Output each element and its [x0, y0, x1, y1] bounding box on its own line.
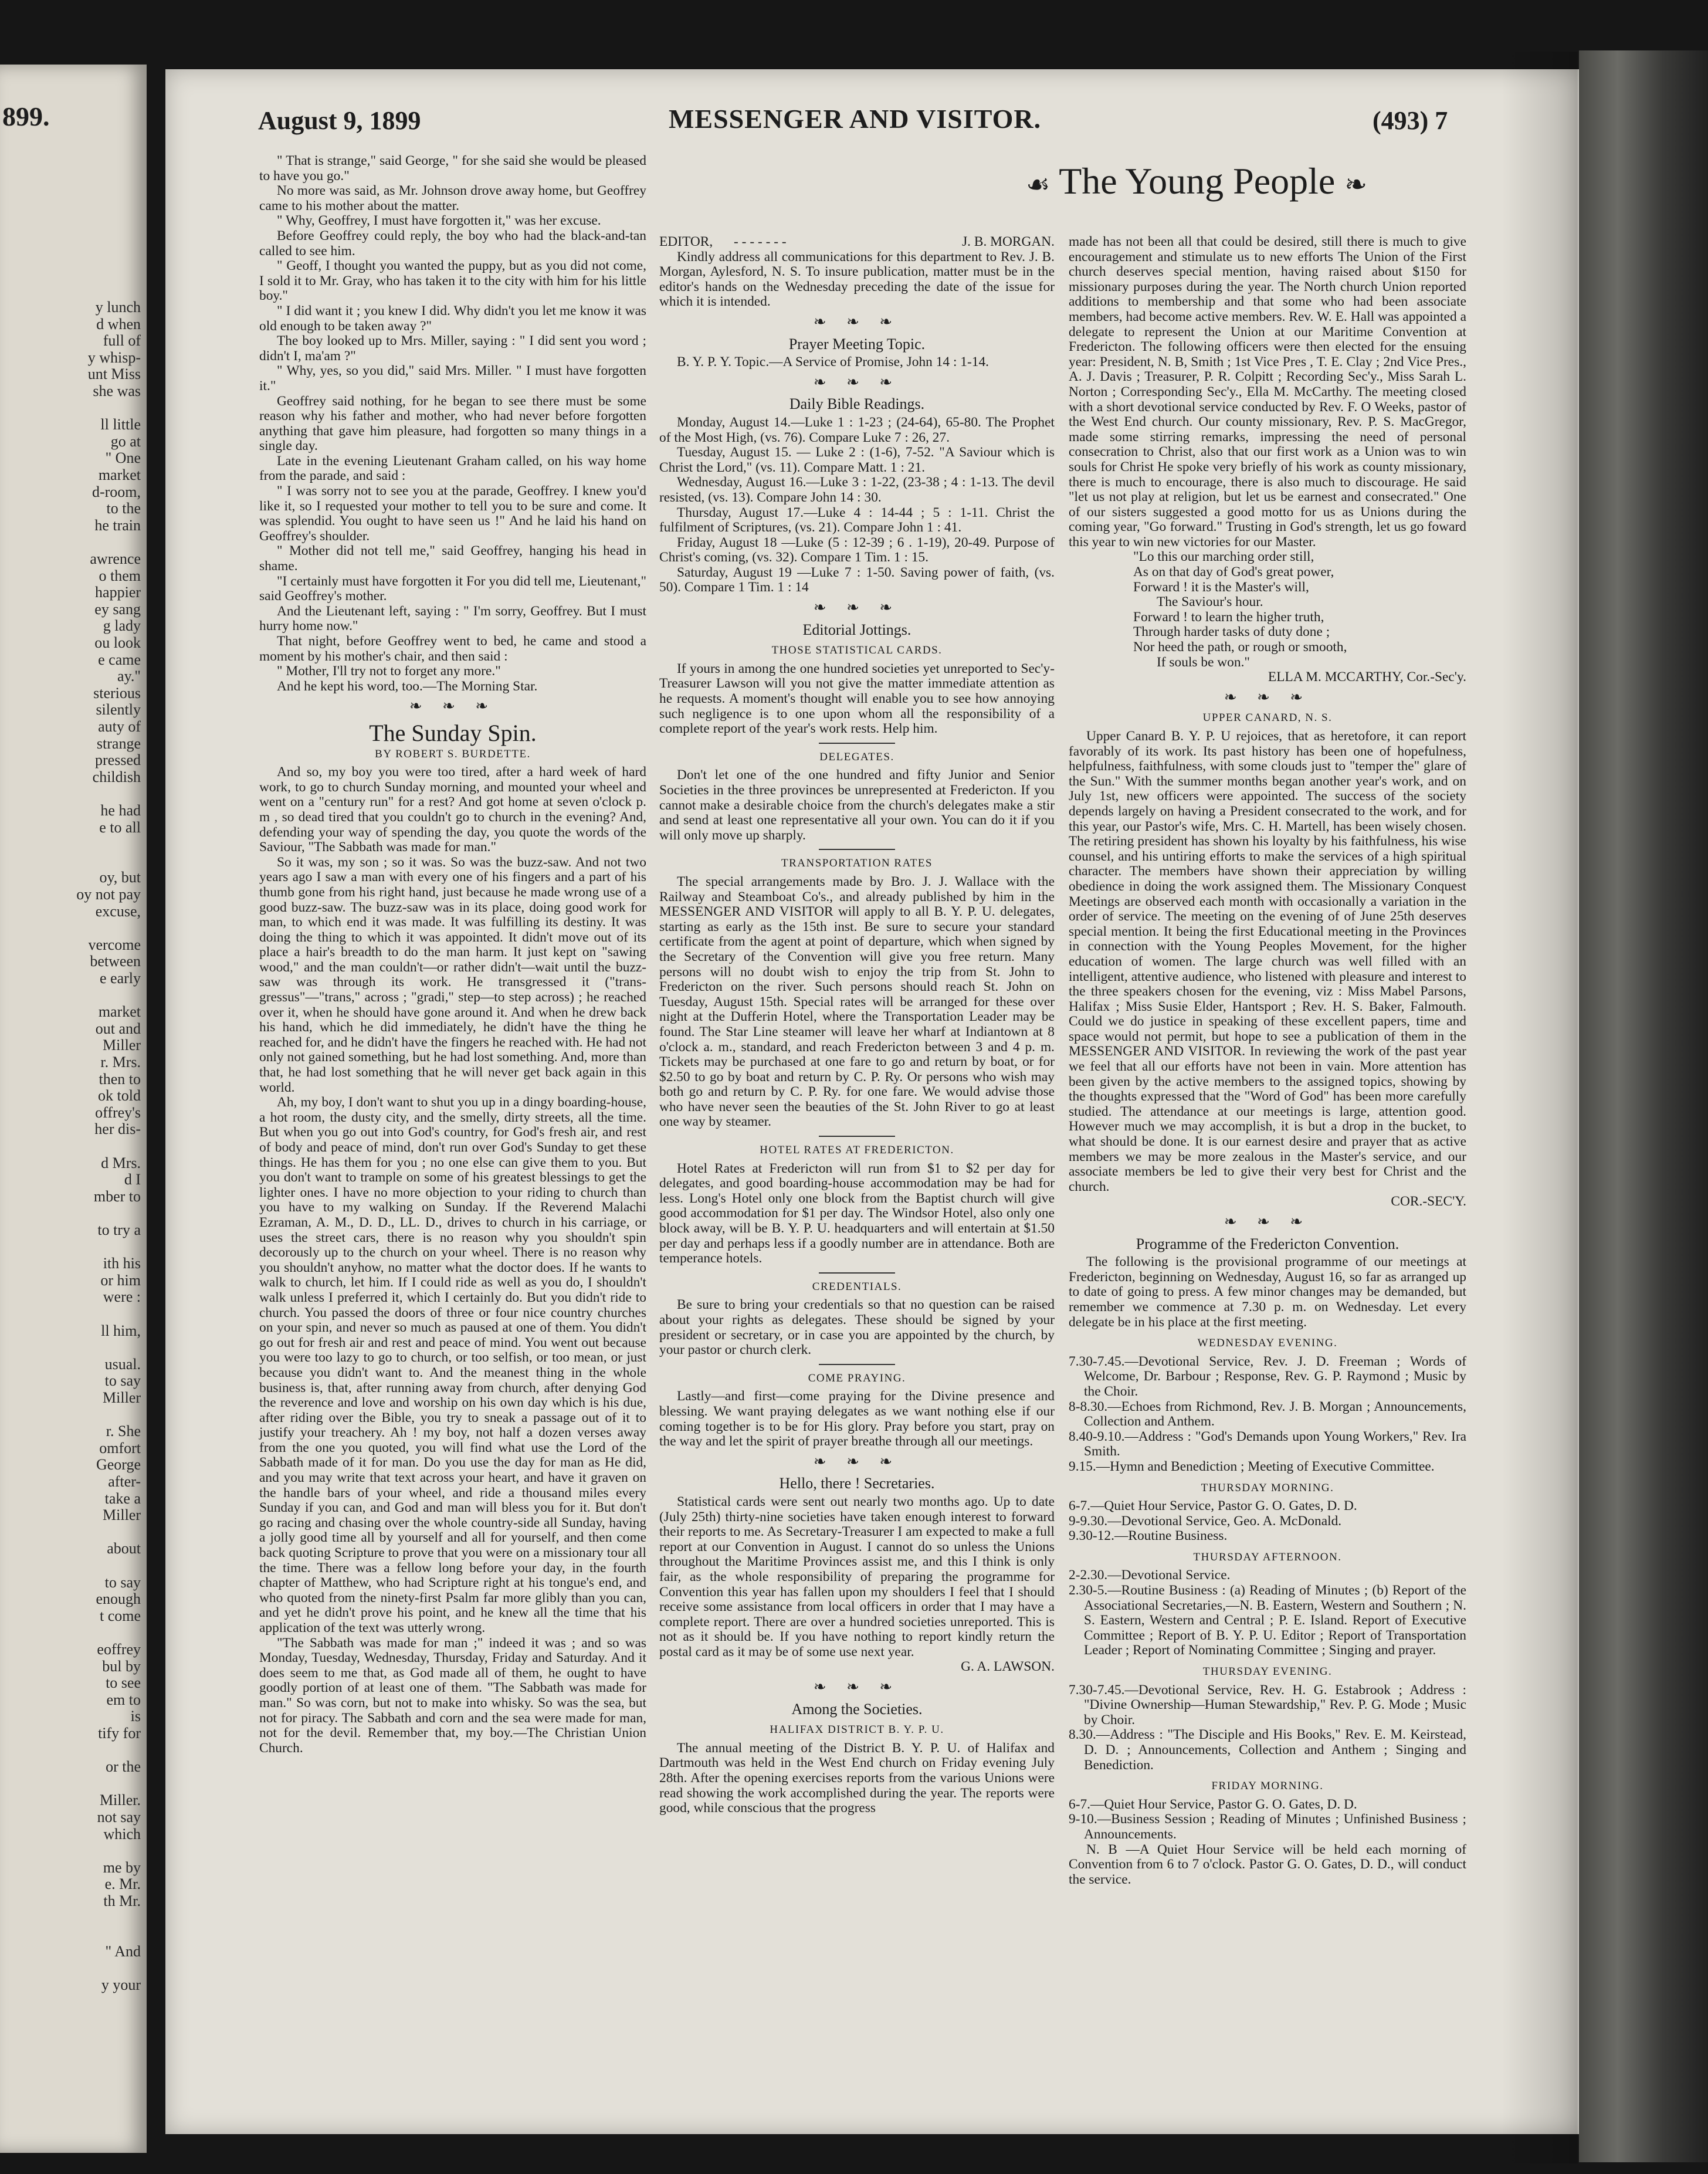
ornament-divider: ❧ ❧ ❧ [813, 1678, 901, 1696]
editor-label: EDITOR, [659, 234, 713, 249]
wednesday-evening-heading: WEDNESDAY EVENING. [1197, 1337, 1338, 1350]
canard-subheading: UPPER CANARD, N. S. [1202, 712, 1333, 724]
previous-page-fragment: e to all [99, 818, 141, 836]
canard-signature: COR.-SEC'Y. [1391, 1194, 1466, 1210]
previous-page-fragment: oy, but [99, 869, 141, 886]
previous-page-fragment: ok told [98, 1087, 141, 1105]
previous-page-fragment: d when [96, 315, 141, 333]
hymn-verse [1069, 550, 1466, 670]
credentials-subheading: CREDENTIALS. [812, 1280, 902, 1293]
article-paragraph: Ah, my boy, I don't want to shut you up in a dingy boarding-house, a hot room, the dusty city, and the smelly, dirty streets, all the time. But when you go out into God's country, for God's fresh air, and rest of body and peace of mind, don't run over God's Sunday to get these things. He has them for you ; no one else can give them to you. But you don't want to trample on some of his greatest blessings to get the lighter ones. I have no more objection to your riding to church than you have to my walking on Sunday. If the Reverend Malachi Ezraman, A. M., D. D., LL. D., drives to church in his carriage, or uses the street cars, there is no reason why you shouldn't spin decorously up to the church on your wheel. There is no reason why you shouldn't anyhow, no matter what the doctor does. If he wants to walk to church, let him. If I could ride as well as you do, I shouldn't walk unless I preferred it, which I certainly do. But you didn't ride to church. You passed the doors of three or four nice country churches on your spin, and never so much as paused at one of them. You didn't go out for fresh air and rest and peace of mind. You went out because you were too lazy to go to church, or too selfish, or too mean, or just because you didn't want to. And the meanest thing in the whole business is, that, after running away from church, after denying God the reverence and love and worship on his own day which is his due, after riding over the Bible, you try to sneak a passage out of it to justify your treachery. Ah ! my boy, not half a dozen verses away from the one you quoted, you will find what use the Lord of the Sabbath made of it for man. Do you use the day for man as He did, and you may write that text across your heart, and have it graven on the handle bars of your wheel, and ride a thousand miles every Sunday if you can, and God and man will bless you for it. But don't go racing and chasing over the whole country-side all Sunday, having a jolly good time all by yourself and all for yourself, and then come back quoting Scripture to prove that you were on a missionary tour all the time. There was a fellow long before your day, in the fourth chapter of Matthew, who had Scripture right at his tongue's end, and who quoted from the ninety-first Psalm far more glibly than you can, and yet he didn't prove his point, and he knew all the time that his application of the text was utterly wrong. [259, 1095, 646, 1635]
previous-page-fragment: take a [104, 1489, 141, 1507]
article-paragraph: And so, my boy you were too tired, after a hard week of hard work, to go to church Sunday morning, and mounted your wheel and went on a "century run" for a rest? And got home at seven o'clock p. m , so dead tired that you couldn't go to church in the evening? And, defending your way of spending the day, you quote the words of the Saviour, "The Sabbath was made for man." [259, 764, 646, 855]
programme-item: 8.30.—Address : "The Disciple and His Books," Rev. E. M. Keirstead, D. D. ; Announcements, Collection and Anthem ; Singing and Benediction. [1069, 1727, 1466, 1773]
story-paragraph: "I certainly must have forgotten it For you did tell me, Lieutenant," said Geoffrey's mother. [259, 573, 646, 604]
article-title: The Sunday Spin. [369, 719, 537, 746]
story-paragraph: " Mother, I'll try not to forget any more." [277, 663, 501, 679]
hotel-text: Hotel Rates at Fredericton will run from $1 to $2 per day for delegates, and good boarding-house accommodation may be had for less. Long's Hotel only one block from the Baptist church will give good accommodation for $1 per day. The Windsor Hotel, also only one block away, will be B. Y. P. U. headquarters and will entertain at $1.50 per day and perhaps less if a goodly number are in attendance. Both are temperance hotels. [659, 1160, 1055, 1267]
story-paragraph: " That is strange," said George, " for she said she would be pleased to have you go." [259, 153, 646, 184]
verse-line: "Lo this our marching order still, [1133, 549, 1314, 565]
previous-page-fragment: Miller [103, 1037, 141, 1054]
previous-page-fragment: or him [100, 1271, 141, 1289]
previous-page-fragment: t come [99, 1607, 141, 1624]
previous-page-fragment: bul by [102, 1657, 141, 1675]
column-1 [259, 154, 646, 1756]
previous-page-fragment: oy not pay [76, 886, 141, 903]
previous-page-fragment: d I [124, 1171, 141, 1188]
ornament-divider: ❧ ❧ ❧ [813, 373, 901, 391]
previous-page-fragment: out and [95, 1020, 141, 1037]
ornament-divider: ❧ ❧ ❧ [813, 313, 901, 330]
column-3 [1069, 235, 1466, 1887]
previous-page-fragment: to the [106, 500, 141, 517]
previous-page-fragment: strange [96, 734, 141, 752]
fleuron-icon: ❧ [1344, 170, 1367, 199]
quiet-hour-note: N. B —A Quiet Hour Service will be held each morning of Convention from 6 to 7 o'clock. Pastor G. O. Gates, D. D., will conduct the service. [1069, 1841, 1466, 1887]
daily-reading: Friday, August 18 —Luke (5 : 12-39 ; 6 . 1-19), 20-49. Purpose of Christ's coming, (vs. 32). Compare 1 Tim. 1 : 15. [659, 534, 1055, 565]
prayer-topic-heading: Prayer Meeting Topic. [788, 335, 926, 353]
previous-page-fragment: em to [106, 1691, 141, 1708]
halifax-subheading: HALIFAX DISTRICT B. Y. P. U. [770, 1723, 944, 1736]
article-paragraph: "The Sabbath was made for man ;" indeed it was ; and so was Monday, Tuesday, Wednesday, Thursday, Friday and Saturday. And it does seem to me that, as God made all of them, he ought to have goodly portion of at least one of them. "The Sabbath was made for man." So was corn, but not to make into whisky. So was the sea, but not for piracy. The Sabbath and corn and the sea were made for man, not for the devil. Remember that, my boy.—The Christian Union Church. [259, 1635, 646, 1756]
wednesday-evening-items [1069, 1354, 1466, 1475]
previous-page-fragment: awrence [90, 550, 141, 567]
previous-page-fragment: market [98, 466, 141, 483]
previous-page-fragment: happier [95, 584, 141, 601]
editor-line [659, 235, 1055, 250]
programme-item: 7.30-7.45.—Devotional Service, Rev. H. G. Estabrook ; Address : "Divine Ownership—Human Stewardship," Rev. P. G. Mode ; Music by Choir. [1069, 1682, 1466, 1728]
editor-name: J. B. MORGAN. [962, 234, 1055, 249]
article-byline: BY ROBERT S. BURDETTE. [375, 747, 531, 760]
story-paragraph: No more was said, as Mr. Johnson drove away home, but Geoffrey came to his mother about the matter. [259, 183, 646, 214]
previous-page-fragment: unt Miss [87, 365, 141, 383]
previous-page-fragment: ou look [94, 634, 141, 651]
previous-page-fragment: he train [94, 516, 141, 534]
thursday-morning-heading: THURSDAY MORNING. [1201, 1481, 1334, 1494]
thursday-afternoon-items [1069, 1568, 1466, 1658]
programme-item: 9-9.30.—Devotional Service, Geo. A. McDonald. [1069, 1513, 1342, 1529]
previous-page-fragment: Miller [103, 1389, 141, 1406]
previous-page-fragment: " One [105, 449, 141, 467]
programme-item: 8.40-9.10.—Address : "God's Demands upon Young Workers," Rev. Ira Smith. [1069, 1428, 1466, 1460]
ornament-divider: ❧ ❧ ❧ [409, 697, 497, 715]
story-continuation [259, 154, 646, 694]
story-paragraph: " Why, Geoffrey, I must have forgotten it," was her excuse. [277, 213, 601, 229]
verse-line: Through harder tasks of duty done ; [1133, 624, 1330, 640]
previous-page-fragment: enough [96, 1590, 141, 1608]
cards-subheading: THOSE STATISTICAL CARDS. [771, 644, 943, 657]
prayer-topic-text: B. Y. P. Y. Topic.—A Service of Promise, John 14 : 1-14. [677, 354, 989, 370]
previous-page-fragment: full of [103, 332, 141, 350]
secretaries-signature: G. A. LAWSON. [961, 1659, 1055, 1675]
previous-page-fragment: between [90, 953, 141, 970]
canard-text: Upper Canard B. Y. P. U rejoices, that as heretofore, it can report favorably of its work. Its past history has been one of hopefulness, helpfulness, faithfulness, with some clouds just to "temper the" glare of the Sun." With the summer months began another year's work, and on July 1st, new officers were appointed. The success of the society depends largely on having a President consecrated to the work, and for this year, our Pastor's wife, Mrs. C. H. Martell, has been wisely chosen. The retiring president has shown his loyalty by his faithfulness, his wise counsel, and his untiring efforts to make the services of a high spiritual character. The members have shown their appreciation by willing obedience in doing the work assigned them. The Missionary Conquest Meetings are observed each month with occasionally a variation in the order of service. The meeting on the evening of of June 25th deserves special mention. It being the first Educational meeting in the Provinces in connection with the Young Peoples Movement, for the higher education of women. The large church was well filled with an intelligent, attentive audience, who listened with pleasure and interest to the three speakers chosen for the evening, viz : Miss Mabel Parsons, Halifax ; Miss Susie Elder, Hantsport ; Rev. H. S. Baker, Falmouth. Could we do justice in speaking of these excellent papers, time and space would not permit, but hope to see a publication of them in the MESSENGER AND VISITOR. In reviewing the work of the past year we feel that all our efforts have not been in vain. More attention has been given by the active members to the assigned topics, showing by the thoughts expressed that the "Word of God" has been more carefully studied. The attendance at our meetings is large, attention good. However much we may accomplish, it is but a drop in the bucket, to what should be done. It is our earnest desire and prayer that as active members we may be more zealous in the Master's service, and our associate members be led to give their very best for Christ and the church. [1069, 729, 1466, 1194]
story-paragraph: And the Lieutenant left, saying : " I'm sorry, Geoffrey. But I must hurry home now." [259, 603, 646, 634]
previous-page-fragment: is [130, 1708, 141, 1725]
page-gutter-shadow [1502, 52, 1578, 2163]
previous-page-fragment: about [107, 1540, 141, 1557]
previous-page-fragment: o them [99, 567, 141, 584]
delegates-subheading: DELEGATES. [819, 750, 894, 763]
programme-item: 6-7.—Quiet Hour Service, Pastor G. O. Gates, D. D. [1069, 1796, 1357, 1812]
verse-line: Forward ! to learn the higher truth, [1133, 609, 1324, 625]
story-paragraph: " Geoff, I thought you wanted the puppy, but as you did not come, I sold it to Mr. Gray, who has taken it to the city with him for his little boy." [259, 258, 646, 304]
hotel-subheading: HOTEL RATES AT FREDERICTON. [760, 1144, 954, 1157]
masthead-date: August 9, 1899 [258, 106, 421, 135]
previous-page-fragment: to say [104, 1372, 141, 1390]
previous-page-strip [0, 65, 147, 2153]
story-paragraph: " Mother did not tell me," said Geoffrey, hanging his head in shame. [259, 543, 646, 574]
previous-page-fragment: usual. [104, 1355, 141, 1373]
previous-page-fragment: tify for [98, 1725, 141, 1742]
previous-page-fragment: to try a [97, 1221, 141, 1238]
previous-page-fragment: d Mrs. [101, 1154, 141, 1171]
previous-page-fragment: not say [97, 1809, 141, 1826]
previous-page-fragment: omfort [99, 1439, 141, 1457]
halifax-continuation: made has not been all that could be desired, still there is much to give encouragement and stimulate us to new efforts The Union of the First church deserves special mention, having raised about $150 for missionary purposes during the year. The North church Union reported additions to membership and that some who had been associate members, had become active members. Rev. W. E. Hall was appointed a delegate to represent the Union at our Maritime Convention at Fredericton. The following officers were then elected for the ensuing year: President, N. B, Smith ; 1st Vice Pres , T. E. Clay ; 2nd Vice Pres., A. J. Davis ; Treasurer, P. R. Colpitt ; Recording Sec'y., Miss Sarah L. Norton ; Corresponding Sec'y., Ella M. McCarthy. The meeting closed with a short devotional service conducted by Rev. F. O Weeks, pastor of the West End church. Our county missionary, Rev. P. S. MacGregor, made some stirring remarks, impressing the need of personal consecration to Christ, also that our first work as a Union was to win souls for Christ He spoke very briefly of his work as county missionary, there is much to encourage, there is also much to discourage. He said "let us not play at religion, but let us be earnest and consecrated." One of our sisters suggested a good motto for us as Unions during the coming year, "Go forward." Trusting in God's strength, let us go foward this year to win new victories for our Master. [1069, 234, 1466, 550]
previous-page-fragment: to say [104, 1573, 141, 1591]
verse-line: If souls be won." [1157, 654, 1250, 670]
previous-page-fragment: sterious [93, 684, 141, 702]
ornament-divider: ❧ ❧ ❧ [813, 599, 901, 617]
previous-page-fragment: ey sang [94, 600, 141, 618]
story-paragraph: The boy looked up to Mrs. Miller, saying : " I did sent you word ; didn't I, ma'am ?" [259, 333, 646, 364]
daily-readings-list [659, 415, 1055, 595]
programme-item: 7.30-7.45.—Devotional Service, Rev. J. D. Freeman ; Words of Welcome, Dr. Barbour ; Response, Rev. G. P. Raymond ; Music by the Choir. [1069, 1353, 1466, 1399]
previous-page-fragment: y whisp- [87, 348, 141, 366]
programme-item: 2-2.30.—Devotional Service. [1069, 1567, 1231, 1583]
thursday-afternoon-heading: THURSDAY AFTERNOON. [1193, 1550, 1342, 1563]
programme-item: 9.15.—Hymn and Benediction ; Meeting of Executive Committee. [1069, 1458, 1435, 1474]
praying-text: Lastly—and first—come praying for the Divine presence and blessing. We want praying delegates as we want nothing else if our coming together is to be for His glory. Pray before you start, pray on the way and let the spirit of prayer breathe through all our meetings. [659, 1389, 1055, 1450]
previous-page-fragment: r. She [106, 1423, 141, 1440]
jottings-heading: Editorial Jottings. [802, 621, 911, 638]
previous-page-fragment: y your [101, 1976, 141, 1993]
programme-item: 6-7.—Quiet Hour Service, Pastor G. O. Gates, D. D. [1069, 1498, 1357, 1514]
story-paragraph: Before Geoffrey could reply, the boy who had the black-and-tan called to see him. [259, 228, 646, 259]
section-title [903, 160, 1490, 203]
thursday-evening-heading: THURSDAY EVENING. [1202, 1665, 1333, 1678]
previous-page-fragment: were : [103, 1288, 141, 1306]
column-2 [659, 235, 1055, 1816]
ornament-divider: ❧ ❧ ❧ [1224, 1213, 1312, 1230]
previous-page-fragment: vercome [88, 936, 141, 953]
previous-page-fragment: market [98, 1003, 141, 1021]
story-paragraph: " I was sorry not to see you at the parade, Geoffrey. I knew you'd like it, so I requested your mother to tell you to be sure and come. It was splendid. You ought to have seen us !" And he laid his hand on Geoffrey's shoulder. [259, 483, 646, 544]
rule-divider [819, 1364, 895, 1365]
previous-page-fragment: mber to [93, 1187, 141, 1205]
previous-page-fragment: r. Mrs. [100, 1054, 141, 1071]
daily-reading: Tuesday, August 15. — Luke 2 : (1-6), 7-52. "A Saviour which is Christ the Lord," (vs. 11). Compare Matt. 1 : 21. [659, 445, 1055, 475]
fleuron-icon: ☙ [1026, 170, 1050, 199]
previous-page-fragment: Miller [103, 1506, 141, 1524]
previous-page-number: 899. [2, 101, 50, 131]
story-paragraph: That night, before Geoffrey went to bed, he came and stood a moment by his mother's chair, and then said : [259, 634, 646, 664]
friday-morning-items [1069, 1797, 1466, 1843]
previous-page-fragment: " And [105, 1942, 141, 1960]
cards-text: If yours in among the one hundred societies yet unreported to Sec'y-Treasurer Lawson will you not give the matter immediate attention as he requests. A moment's thought will enable you to see how annoying such negligence is to one upon whom all the responsibility of a complete report of the year's work rests. Help him. [659, 661, 1055, 737]
programme-item: 2.30-5.—Routine Business : (a) Reading of Minutes ; (b) Report of the Associational Secretaries,—N. B. Eastern, Western and Southern ; N. S. Eastern, Western and Central ; P. E. Island. Report of Executive Committee ; Report of B. Y. P. U. Editor ; Report of Transportation Leader ; Report of Nominating Committee ; Singing and prayer. [1069, 1583, 1466, 1658]
previous-page-fragment: e early [99, 970, 141, 987]
praying-subheading: COME PRAYING. [808, 1372, 906, 1384]
previous-page-fragment: me by [103, 1858, 141, 1876]
societies-heading: Among the Societies. [791, 1700, 923, 1718]
section-title-text: The Young People [1059, 160, 1336, 202]
thursday-morning-items [1069, 1499, 1466, 1544]
daily-reading: Saturday, August 19 —Luke 7 : 1-50. Saving power of faith, (vs. 50). Compare 1 Tim. 1 : 14 [659, 564, 1055, 595]
previous-page-fragment: th Mr. [103, 1892, 141, 1909]
story-paragraph: And he kept his word, too.—The Morning Star. [277, 678, 538, 694]
programme-heading: Programme of the Fredericton Convention. [1136, 1235, 1399, 1252]
previous-page-fragment: then to [99, 1070, 141, 1088]
previous-page-fragment: g lady [103, 617, 141, 635]
ornament-divider: ❧ ❧ ❧ [813, 1452, 901, 1470]
rule-divider [819, 849, 895, 850]
rule-divider [819, 743, 895, 744]
daily-reading: Monday, August 14.—Luke 1 : 1-23 ; (24-64), 65-80. The Prophet of the Most High, (vs. 76). Compare Luke 7 : 26, 27. [659, 414, 1055, 445]
transport-subheading: TRANSPORTATION RATES [781, 857, 933, 870]
masthead-page-number: (493) 7 [1372, 106, 1448, 135]
previous-page-fragment: ll little [100, 416, 141, 434]
previous-page-fragment: auty of [98, 718, 141, 735]
previous-page-fragment: Miller. [99, 1792, 141, 1809]
previous-page-fragment: or the [106, 1758, 141, 1776]
masthead-title: MESSENGER AND VISITOR. [669, 104, 1042, 134]
previous-page-fragment: eoffrey [97, 1641, 141, 1658]
previous-page-fragment: George [96, 1456, 141, 1474]
previous-page-fragment: d-room, [92, 483, 141, 500]
previous-page-fragment: excuse, [95, 902, 141, 920]
previous-page-fragment: e came [98, 651, 141, 668]
delegates-text: Don't let one of the one hundred and fifty Junior and Senior Societies in the three provinces be unrepresented at Fredericton. If you cannot make a desirable choice from the church's delegates make a stir and send at least one representative all your own. You can do it if you will only move up sharply. [659, 767, 1055, 843]
daily-reading: Wednesday, August 16.—Luke 3 : 1-22, (23-38 ; 4 : 1-13. The devil resisted, (vs. 13). Compare John 14 : 30. [659, 475, 1055, 505]
programme-item: 8-8.30.—Echoes from Richmond, Rev. J. B. Morgan ; Announcements, Collection and Anthem. [1069, 1398, 1466, 1430]
thursday-evening-items [1069, 1683, 1466, 1773]
previous-page-fragment: she was [93, 382, 141, 399]
story-paragraph: " Why, yes, so you did," said Mrs. Miller. " I must have forgotten it." [259, 363, 646, 394]
previous-page-fragment: offrey's [95, 1103, 141, 1121]
secretaries-text: Statistical cards were sent out nearly two months ago. Up to date (July 25th) thirty-nine societies have taken enough interest to forward their reports to me. As Secretary-Treasurer I am expected to make a full report at our Convention in August. I cannot do so unless the Unions throughout the Maritime Provinces assist me, and this I think is only fair, as the whole responsibility of preparing the programme for Convention this year has fallen upon my shoulders I feel that I should receive some assistance from local officers in order that I may have a complete report. There are over a hundred societies unreported. This is not as it should be. If you have nothing to report kindly return the postal card as it may be of some use next year. [659, 1494, 1055, 1660]
previous-page-fragment: go at [110, 432, 141, 450]
verse-signature: ELLA M. MCCARTHY, Cor.-Sec'y. [1268, 669, 1466, 685]
programme-item: 9-10.—Business Session ; Reading of Minutes ; Unfinished Business ; Announcements. [1069, 1811, 1466, 1842]
previous-page-fragment: her dis- [94, 1120, 141, 1138]
article-body [259, 765, 646, 1756]
book-edge [1579, 50, 1708, 2162]
rule-divider [819, 1136, 895, 1137]
daily-reading: Thursday, August 17.—Luke 4 : 14-44 ; 5 : 1-11. Christ the fulfilment of Scriptures, (vs. 21). Compare John 1 : 41. [659, 504, 1055, 536]
verse-line: Forward ! it is the Master's will, [1133, 579, 1309, 595]
friday-morning-heading: FRIDAY MORNING. [1211, 1780, 1324, 1793]
previous-page-fragment: ay." [117, 668, 141, 685]
previous-page-fragment: ith his [103, 1255, 141, 1272]
story-paragraph: " I did want it ; you knew I did. Why didn't you let me know it was old enough to be taken away ?" [259, 303, 646, 334]
halifax-text: The annual meeting of the District B. Y. P. U. of Halifax and Dartmouth was held in the West End church on Friday evening July 28th. After the opening exercises reports from the various Unions were read showing the work accomplished during the year. The reports were good, while conscious that the progress [659, 1740, 1055, 1816]
verse-line: As on that day of God's great power, [1133, 564, 1334, 580]
previous-page-fragment: which [103, 1825, 141, 1843]
previous-page-fragment: e. Mr. [104, 1875, 141, 1893]
article-paragraph: So it was, my son ; so it was. So was the buzz-saw. And not two years ago I saw a man with every one of his fingers and a part of his thumb gone from his right hand, just because he made wrong use of a good buzz-saw. The buzz-saw was in its place, doing good work for man, to which end it was made. It was fulfilling its destiny. It was doing the thing to which it was appointed. It didn't move out of its place a hair's breadth to do the man harm. It just kept on "sawing wood," and the man couldn't—or rather didn't—wait until the buzz-saw was through its work. He transgressed it ("trans-gressus"—"trans," across ; "gradi," step—to step across) ; he reached over it, when he should have gone around it. And when he drew back his hand, which he did immediately, he didn't have the thing he reached for, and he didn't have the fingers he reached with. He had not only not gained something, but he had lost something. And, more than that, he had lost something that he will never get back again in this world. [259, 854, 646, 1095]
secretaries-heading: Hello, there ! Secretaries. [779, 1475, 935, 1492]
previous-page-fragment: after- [108, 1473, 141, 1490]
programme-item: 9.30-12.—Routine Business. [1069, 1528, 1228, 1544]
credentials-text: Be sure to bring your credentials so that no question can be raised about your rights as delegates. These should be signed by your president or secretary, or in case you are appointed by the church, by your pastor or church clerk. [659, 1297, 1055, 1358]
ornament-divider: ❧ ❧ ❧ [1224, 688, 1312, 706]
verse-line: Nor heed the path, or rough or smooth, [1133, 639, 1347, 655]
transport-text: The special arrangements made by Bro. J. J. Wallace with the Railway and Steamboat Co's., and already published by him in the MESSENGER AND VISITOR will apply to all B. Y. P. U. delegates, starting as early as the 15th inst. Be sure to secure your standard certificate from the agent at point of departure, which when signed by the Secretary of the Convention will give you free return. Many persons will no doubt wish to enjoy the trip from St. John to Fredericton on the river. Such persons should reach St. John on Tuesday, August 15th. Special rates will be arranged for these over night at the Dufferin Hotel, where the Transportation Leader may be found. The Star Line steamer will leave her wharf at Indiantown at 8 o'clock a. m., standard, and reach Fredericton between 3 and 4 p. m. Tickets may be purchased at one fare to go and return by boat, or for $2.50 to go by boat and return by C. P. Ry. Or persons who wish may both go and return by C. P. Ry. for one fare. We would advise those who have never seen the beauties of the St. John River to go at least one way by steamer. [659, 873, 1055, 1130]
story-paragraph: Geoffrey said nothing, for he began to see there must be some reason why his father and mother, who had never before forgotten anything that gave him pleasure, had forgotten so many things in a single day. [259, 393, 646, 454]
programme-intro: The following is the provisional programme of our meetings at Fredericton, beginning on Wednesday, August 16, so far as arranged up to date of going to press. A few minor changes may be demanded, but remember we commence at 7.30 p. m. on Wednesday. Let every delegate be in his place at the first meeting. [1069, 1254, 1466, 1330]
story-paragraph: Late in the evening Lieutenant Graham called, on his way home from the parade, and said : [259, 453, 646, 484]
daily-readings-heading: Daily Bible Readings. [789, 395, 925, 413]
previous-page-fragment: pressed [95, 751, 141, 769]
previous-page-fragment: childish [92, 768, 141, 785]
previous-page-fragment: silently [96, 701, 141, 719]
previous-page-fragment: he had [100, 802, 141, 819]
department-intro: Kindly address all communications for this department to Rev. J. B. Morgan, Aylesford, N. S. To insure publication, matter must be in the editor's hands on the Wednesday preceding the date of the issue for which it is intended. [659, 249, 1055, 310]
editor-dashes: - - - - - - - [734, 234, 787, 249]
previous-page-fragment: y lunch [95, 299, 141, 316]
rule-divider [819, 1272, 895, 1274]
previous-page-fragment: to see [106, 1674, 141, 1692]
previous-page-fragment: ll him, [101, 1322, 141, 1339]
verse-line: The Saviour's hour. [1157, 594, 1263, 610]
